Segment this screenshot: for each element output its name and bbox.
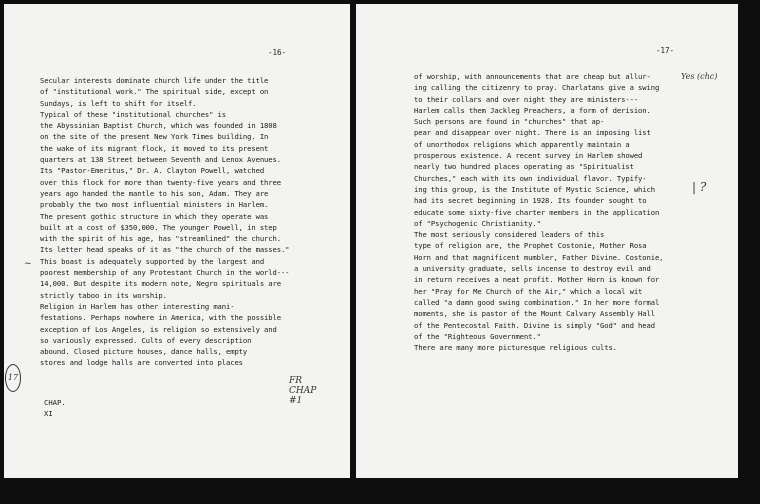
text-line: the wake of its migrant flock, it moved to its present	[40, 143, 269, 153]
text-line: quarters at 138 Street between Seventh and Lenox Avenues.	[40, 155, 281, 165]
text-line: Typical of these "institutional churches" is	[40, 109, 226, 119]
text-line: nearly two hundred places operating as "Spiritualist	[414, 162, 634, 172]
text-line: educate some sixty-five charter members in the application	[414, 207, 660, 217]
text-line: Its "Pastor-Emeritus," Dr. A. Clayton Powell, watched	[40, 166, 265, 176]
text-line: probably the two most influential ministers in Harlem.	[40, 200, 269, 210]
text-line: a university graduate, sells incense to destroy evil and	[414, 264, 651, 274]
left-page-text	[40, 75, 289, 369]
text-line: 14,000. But despite its modern note, Negro spirituals are	[40, 279, 281, 289]
text-line: on the site of the present New York Times building. In	[40, 132, 269, 142]
text-line: strictly taboo in its worship.	[40, 290, 167, 300]
text-line: Sundays, is left to shift for itself.	[40, 98, 197, 108]
text-line: Such persons are found in "churches" that ap-	[414, 117, 605, 127]
text-line: festations. Perhaps nowhere in America, with the possible	[40, 313, 281, 323]
right-page	[356, 4, 738, 478]
left-page	[4, 4, 350, 478]
text-line: ing this group, is the Institute of Mystic Science, which	[414, 184, 655, 194]
text-line: her "Pray for Me Church of the Air," which a local wit	[414, 286, 643, 296]
text-line: There are many more picturesque religious cults.	[414, 343, 617, 353]
text-line: with the spirit of his age, has "streamlined" the church.	[40, 234, 281, 244]
handwritten-chapter-note: FR CHAP #1	[289, 376, 317, 406]
text-line: of the "Righteous Government."	[414, 331, 541, 341]
handwritten-margin-mark: | ?	[692, 180, 707, 194]
chapter-label-line: CHAP.	[44, 398, 66, 407]
text-line: abound. Closed picture houses, dance halls, empty	[40, 347, 248, 357]
text-line: pear and disappear over night. There is an imposing list	[414, 128, 651, 138]
handwritten-yes-note: Yes (chc)	[681, 72, 718, 81]
text-line: The most seriously considered leaders of this	[414, 230, 605, 240]
text-line: exception of Los Angeles, is religion so extensively and	[40, 324, 277, 334]
circled-page-mark: 17	[5, 364, 21, 392]
text-line: over this flock for more than twenty-five years and three	[40, 177, 281, 187]
text-line: This boast is adequately supported by the largest and	[40, 256, 265, 266]
text-line: in return receives a neat profit. Mother Horn is known for	[414, 275, 660, 285]
page-number: -17-	[656, 46, 675, 55]
text-line: prosperous existence. A recent survey in Harlem showed	[414, 151, 643, 161]
text-line: Religion in Harlem has other interesting mani-	[40, 301, 235, 311]
text-line: stores and lodge halls are converted into places	[40, 358, 243, 368]
text-line: Churches," each with its own individual flavor. Typify-	[414, 173, 647, 183]
text-line: poorest membership of any Protestant Church in the world---	[40, 268, 290, 278]
text-line: to their collars and over night they are ministers---	[414, 94, 639, 104]
page-number: -16-	[268, 48, 287, 57]
text-line: so variously expressed. Cults of every description	[40, 335, 252, 345]
text-line: The present gothic structure in which they operate was	[40, 211, 269, 221]
text-line: built at a cost of $350,000. The younger Powell, in step	[40, 222, 277, 232]
text-line: the Abyssinian Baptist Church, which was founded in 1808	[40, 121, 277, 131]
text-line: Secular interests dominate church life under the title	[40, 76, 269, 85]
chapter-label	[44, 397, 66, 419]
text-line: Its letter head speaks of it as "the church of the masses."	[40, 245, 290, 255]
text-line: moments, she is pastor of the Mount Calvary Assembly Hall	[414, 309, 655, 319]
right-page-text	[414, 71, 663, 353]
text-line: of the Pentecostal Faith. Divine is simply "God" and head	[414, 320, 655, 330]
chapter-label-line: XI	[44, 409, 53, 418]
text-line: ing calling the citizenry to pray. Charlatans give a swing	[414, 83, 660, 93]
text-line: had its secret beginning in 1928. Its founder sought to	[414, 196, 647, 206]
text-line: type of religion are, the Prophet Costonie, Mother Rosa	[414, 241, 647, 251]
text-line: of worship, with announcements that are cheap but allur-	[414, 72, 651, 81]
text-line: of unorthodox religions which apparently maintain a	[414, 139, 630, 149]
text-line: Horn and that magnificent mumbler, Father Divine. Costonie,	[414, 252, 664, 262]
text-line: called "a damn good swing combination." In her more formal	[414, 297, 660, 307]
handwritten-tick: ~	[24, 259, 32, 269]
text-line: of "Psychogenic Christianity."	[414, 218, 541, 228]
text-line: years ago handed the mantle to his son, Adam. They are	[40, 188, 269, 198]
text-line: Harlem calls them Jackleg Preachers, a form of derision.	[414, 105, 651, 115]
text-line: of "institutional work." The spiritual side, except on	[40, 87, 269, 97]
